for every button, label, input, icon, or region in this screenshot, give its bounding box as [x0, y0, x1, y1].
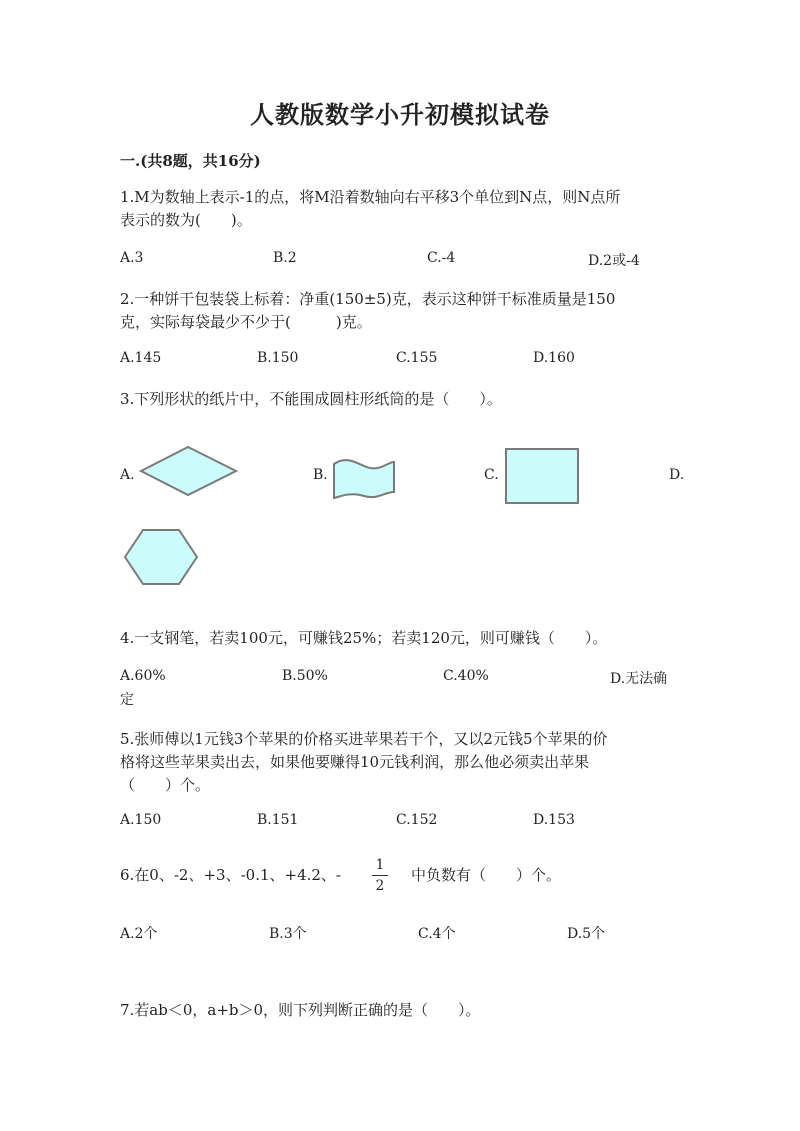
- question-5-option-c[interactable]: C.152: [396, 812, 438, 828]
- wavy-rectangle-shape: [330, 456, 398, 500]
- question-1-option-b[interactable]: B.2: [273, 250, 297, 266]
- hexagon-shape: [122, 526, 200, 588]
- question-1-line-1: 1.M为数轴上表示-1的点，将M沿着数轴向右平移3个单位到N点，则N点所: [120, 188, 621, 206]
- question-3-option-a[interactable]: A.: [120, 467, 135, 483]
- question-5-option-a[interactable]: A.150: [120, 812, 162, 828]
- question-4-option-b[interactable]: B.50%: [282, 668, 328, 684]
- question-2-option-c[interactable]: C.155: [396, 350, 438, 366]
- question-5-option-d[interactable]: D.153: [533, 812, 575, 828]
- question-5-option-b[interactable]: B.151: [257, 812, 299, 828]
- fraction-denominator: 2: [375, 878, 385, 894]
- question-6-option-b[interactable]: B.3个: [269, 926, 307, 942]
- question-6-option-c[interactable]: C.4个: [418, 926, 456, 942]
- question-2-option-d[interactable]: D.160: [533, 350, 575, 366]
- question-3-option-c[interactable]: C.: [484, 467, 499, 483]
- question-6-stem-suffix: 中负数有（ ）个。: [411, 866, 562, 884]
- question-6-option-a[interactable]: A.2个: [120, 926, 158, 942]
- question-2-line-2: 克，实际每袋最少不少于( )克。: [120, 313, 372, 331]
- question-3-option-b[interactable]: B.: [313, 467, 328, 483]
- question-4-option-a[interactable]: A.60%: [120, 668, 166, 684]
- question-5-line-1: 5.张师傅以1元钱3个苹果的价格买进苹果若干个，又以2元钱5个苹果的价: [120, 730, 608, 748]
- question-6-stem-prefix: 6.在0、-2、+3、-0.1、+4.2、-: [120, 866, 341, 884]
- question-7-line-1: 7.若ab＜0，a+b＞0，则下列判断正确的是（ ）。: [120, 1001, 481, 1019]
- question-2-option-a[interactable]: A.145: [120, 350, 162, 366]
- question-1-option-a[interactable]: A.3: [120, 250, 144, 266]
- question-2-line-1: 2.一种饼干包装袋上标着：净重(150±5)克，表示这种饼干标准质量是150: [120, 290, 616, 308]
- fraction-one-half: [372, 857, 388, 894]
- question-3-option-d[interactable]: D.: [669, 467, 685, 483]
- page-title: 人教版数学小升初模拟试卷: [250, 100, 550, 129]
- question-6-option-d[interactable]: D.5个: [567, 926, 606, 942]
- question-4-option-d-wrap: 定: [120, 692, 134, 708]
- rhombus-shape: [138, 443, 240, 499]
- question-3-line-1: 3.下列形状的纸片中，不能围成圆柱形纸筒的是（ ）。: [120, 390, 502, 408]
- question-2-option-b[interactable]: B.150: [257, 350, 299, 366]
- question-5-line-3: （ ）个。: [120, 776, 211, 794]
- question-4-option-c[interactable]: C.40%: [443, 668, 489, 684]
- section-header: 一.(共8题，共16分): [120, 152, 261, 170]
- question-5-line-2: 格将这些苹果卖出去，如果他要赚得10元钱利润，那么他必须卖出苹果: [120, 753, 590, 771]
- question-1-option-d[interactable]: D.2或-4: [588, 253, 640, 269]
- fraction-numerator: 1: [375, 857, 385, 873]
- question-4-option-d[interactable]: D.无法确: [610, 671, 668, 687]
- rectangle-shape: [504, 447, 580, 505]
- question-1-line-2: 表示的数为( )。: [120, 211, 252, 229]
- fraction-bar: [372, 875, 388, 876]
- question-1-option-c[interactable]: C.-4: [427, 250, 456, 266]
- question-4-line-1: 4.一支钢笔，若卖100元，可赚钱25%；若卖120元，则可赚钱（ ）。: [120, 629, 608, 647]
